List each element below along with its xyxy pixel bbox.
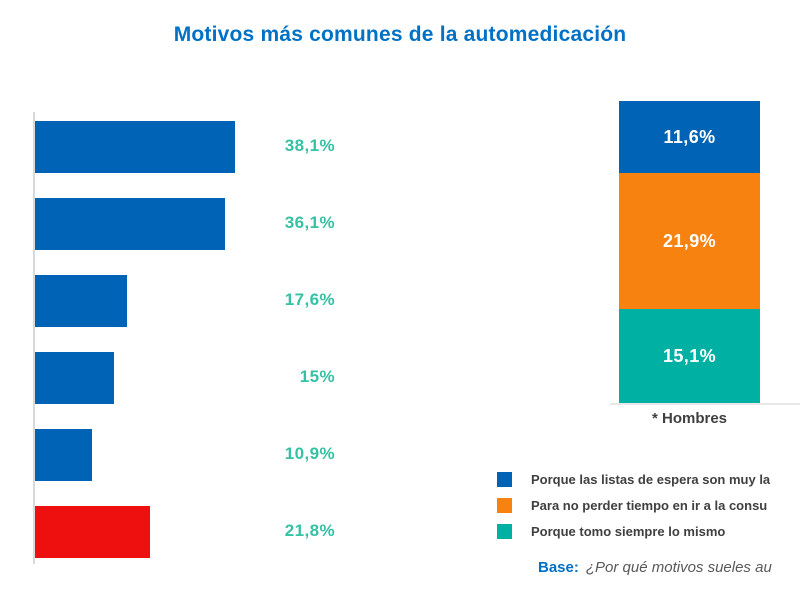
- h-bar-value-label: 17,6%: [284, 290, 335, 309]
- legend-item-label: Para no perder tiempo en ir a la consu: [531, 497, 768, 513]
- legend-item: [497, 518, 770, 544]
- chart-legend: [497, 466, 770, 544]
- h-bar: [35, 429, 92, 481]
- legend-item-label: Porque tomo siempre lo mismo: [531, 523, 726, 539]
- stacked-segment: [619, 173, 760, 309]
- h-bar-value-label: 15%: [299, 367, 335, 386]
- stacked-column-axis-label: * Hombres: [651, 410, 728, 427]
- stacked-segment: [619, 101, 760, 173]
- legend-item: [497, 492, 770, 518]
- stacked-segment: [619, 309, 760, 403]
- stacked-segment-label: 11,6%: [663, 126, 716, 147]
- h-bar: [35, 506, 150, 558]
- base-note: [538, 559, 772, 576]
- base-note-prefix: Base:: [538, 559, 579, 576]
- legend-color-swatch: [497, 524, 512, 539]
- stacked-segment-label: 15,1%: [662, 345, 717, 366]
- h-bar: [35, 121, 235, 173]
- h-bar: [35, 352, 114, 404]
- legend-color-swatch: [497, 472, 512, 487]
- y-axis-line: [33, 112, 35, 564]
- h-bar-value-label: 21,8%: [284, 521, 335, 540]
- base-note-question: ¿Por qué motivos sueles au: [585, 559, 772, 576]
- h-bar-value-label: 10,9%: [284, 444, 335, 463]
- stacked-segment-label: 21,9%: [662, 230, 717, 251]
- legend-color-swatch: [497, 498, 512, 513]
- h-bar-value-label: 36,1%: [284, 213, 335, 232]
- h-bar: [35, 198, 225, 250]
- h-bar: [35, 275, 127, 327]
- horizontal-bar-chart: [33, 112, 343, 564]
- page-title: Motivos más comunes de la automedicación: [173, 23, 627, 46]
- x-axis-baseline: [610, 403, 800, 405]
- stacked-column-chart: [619, 101, 760, 403]
- legend-item-label: Porque las listas de espera son muy la: [531, 471, 771, 487]
- h-bar-value-label: 38,1%: [284, 136, 335, 155]
- legend-item: [497, 466, 770, 492]
